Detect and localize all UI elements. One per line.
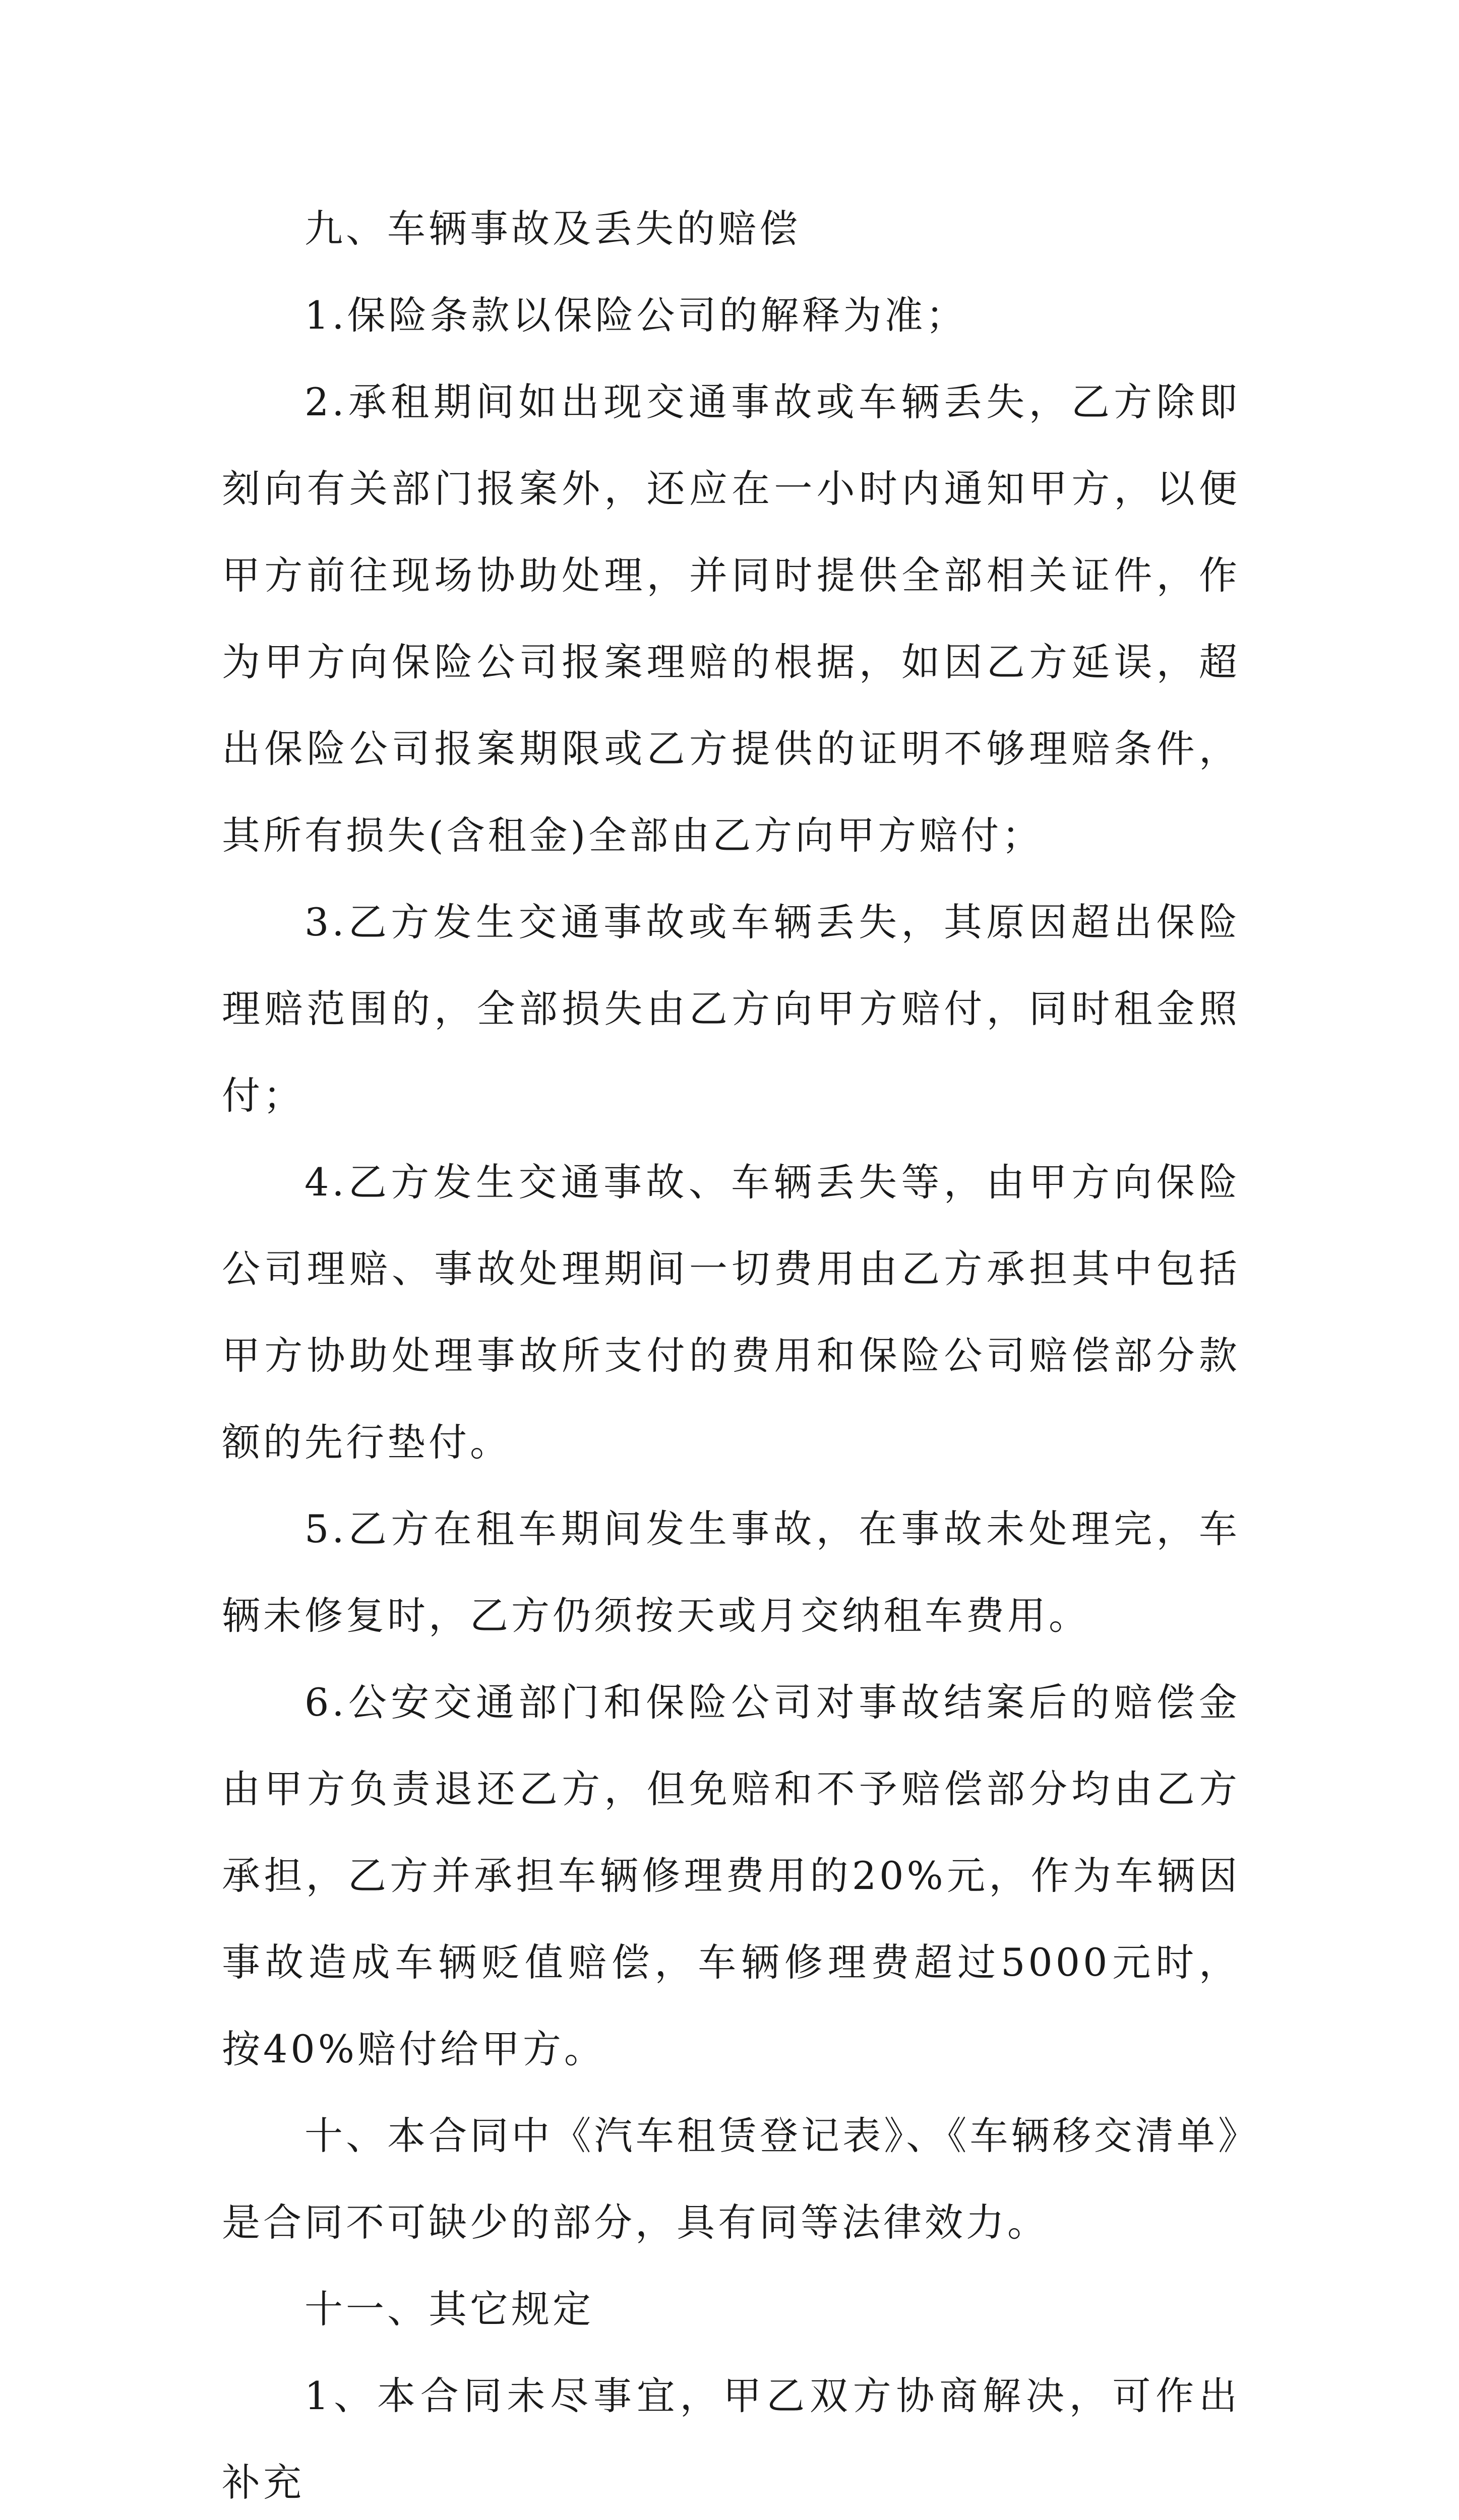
clause-9-4: 4.乙方发生交通事故、车辆丢失等，由甲方向保险公司理赔、事故处理期间一切费用由乙方承担其中包括甲方协助处理事故所支付的费用和保险公司赔偿部分款额的先行垫付。 xyxy=(222,1160,1240,1465)
clause-9-2: 2.承租期间如出现交通事故或车辆丢失，乙方除即刻向有关部门报案外，还应在一小时内通知甲方，以便甲方前往现场协助处理，并同时提供全部相关证件，作为甲方向保险公司报案理赔的根据，如因乙方延误，超出保险公司报案期限或乙方提供的证明不够理赔条件，其所有损失(含租金)全部由乙方向甲方赔付； xyxy=(222,380,1240,858)
section-heading-9: 九、车辆事故及丢失的赔偿 xyxy=(305,206,801,251)
section-10: 十、本合同中《汽车租赁登记表》、《车辆移交清单》是合同不可缺少的部分，具有同等法律效力。 xyxy=(222,2113,1240,2245)
clause-11-1: 1、本合同未尽事宜，甲乙双方协商解决，可作出补充 xyxy=(222,2373,1240,2505)
clause-9-1: 1.保险条款以保险公司的解释为准； xyxy=(305,293,967,338)
clause-9-6: 6.公安交通部门和保险公司对事故结案后的赔偿金由甲方负责退还乙方，但免赔和不予赔偿部分均由乙方承担，乙方并承担车辆修理费用的20%元，作为车辆因事故造成车辆贬值赔偿，车辆修理费超过5000元时，按40%赔付给甲方。 xyxy=(222,1680,1240,2071)
section-heading-11: 十一、其它规定 xyxy=(305,2287,594,2332)
document-body xyxy=(222,185,1240,2520)
clause-9-5: 5.乙方在租车期间发生事故，在事故未处理完，车辆未修复时，乙方仍须按天或月交纳租车费用。 xyxy=(222,1506,1240,1638)
clause-9-3: 3.乙方发生交通事故或车辆丢失，其原因超出保险理赔范围的，全部损失由乙方向甲方赔付，同时租金照付； xyxy=(222,900,1240,1118)
